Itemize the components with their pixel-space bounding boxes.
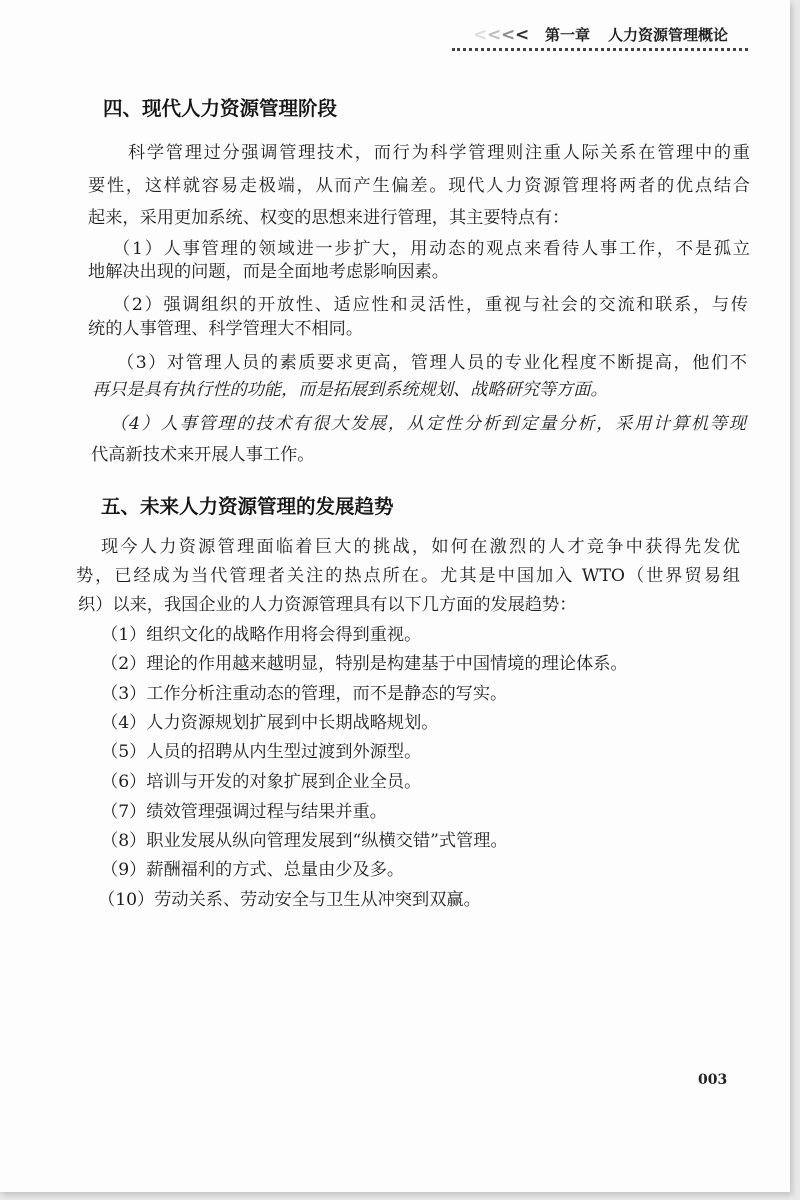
chapter-title: 人力资源管理概论 — [607, 26, 728, 44]
paragraph-line: 再只是具有执行性的功能，而是拓展到系统规划、战略研究等方面。 — [92, 380, 608, 400]
paragraph-line: （4）人事管理的技术有很大发展，从定性分析到定量分析，采用计算机等现 — [110, 414, 746, 434]
list-item: （9）薪酬福利的方式、总量由少及多。 — [101, 860, 405, 880]
paragraph-line: （2）强调组织的开放性、适应性和灵活性，重视与社会的交流和联系，与传 — [113, 295, 748, 315]
section-heading: 四、现代人力资源管理阶段 — [103, 97, 338, 120]
paragraph-line: （3）对管理人员的素质要求更高，管理人员的专业化程度不断提高，他们不 — [117, 353, 747, 373]
chapter-number: 第一章 — [544, 26, 590, 44]
paragraph-line: 地解决出现的问题，而是全面地考虑影响因素。 — [88, 262, 449, 282]
running-header — [473, 24, 728, 45]
paragraph-line: 统的人事管理、科学管理大不相同。 — [88, 319, 364, 339]
paragraph-line: 织）以来，我国企业的人力资源管理具有以下几方面的发展趋势： — [78, 595, 577, 615]
section-heading: 五、未来人力资源管理的发展趋势 — [101, 495, 394, 518]
list-item: （6）培训与开发的对象扩展到企业全员。 — [101, 772, 422, 792]
chevron-left-icon: < — [472, 24, 488, 45]
list-item: （1）组织文化的战略作用将会得到重视。 — [101, 625, 422, 645]
list-item: （2）理论的作用越来越明显，特别是构建基于中国情境的理论体系。 — [101, 654, 628, 674]
chevron-left-icon: < — [514, 24, 530, 45]
chevron-arrows-icon — [473, 25, 529, 45]
page-number: 003 — [698, 1072, 728, 1088]
paragraph-line: 起来，采用更加系统、权变的思想来进行管理，其主要特点有： — [88, 208, 570, 228]
list-item: （4）人力资源规划扩展到中长期战略规划。 — [101, 713, 439, 733]
chevron-left-icon: < — [486, 24, 502, 45]
header-divider — [452, 48, 748, 51]
paragraph-line: 要性，这样就容易走极端，从而产生偏差。现代人力资源管理将两者的优点结合 — [88, 176, 750, 196]
list-item: （10）劳动关系、劳动安全与卫生从冲突到双赢。 — [98, 890, 481, 910]
list-item: （3）工作分析注重动态的管理，而不是静态的写实。 — [101, 684, 508, 704]
chevron-left-icon: < — [500, 24, 516, 45]
paragraph-line: 现今人力资源管理面临着巨大的挑战，如何在激烈的人才竞争中获得先发优 — [101, 537, 740, 557]
paragraph-line: 代高新技术来开展人事工作。 — [91, 445, 315, 465]
list-item: （7）绩效管理强调过程与结果并重。 — [101, 802, 387, 822]
list-item: （5）人员的招聘从内生型过渡到外源型。 — [101, 742, 422, 762]
list-item: （8）职业发展从纵向管理发展到“纵横交错”式管理。 — [101, 831, 508, 851]
paragraph-line: （1）人事管理的领域进一步扩大，用动态的观点来看待人事工作，不是孤立 — [113, 239, 750, 259]
paragraph-line: 势，已经成为当代管理者关注的热点所在。尤其是中国加入 WTO（世界贸易组 — [76, 566, 740, 586]
paragraph-line: 科学管理过分强调管理技术，而行为科学管理则注重人际关系在管理中的重 — [128, 143, 750, 163]
